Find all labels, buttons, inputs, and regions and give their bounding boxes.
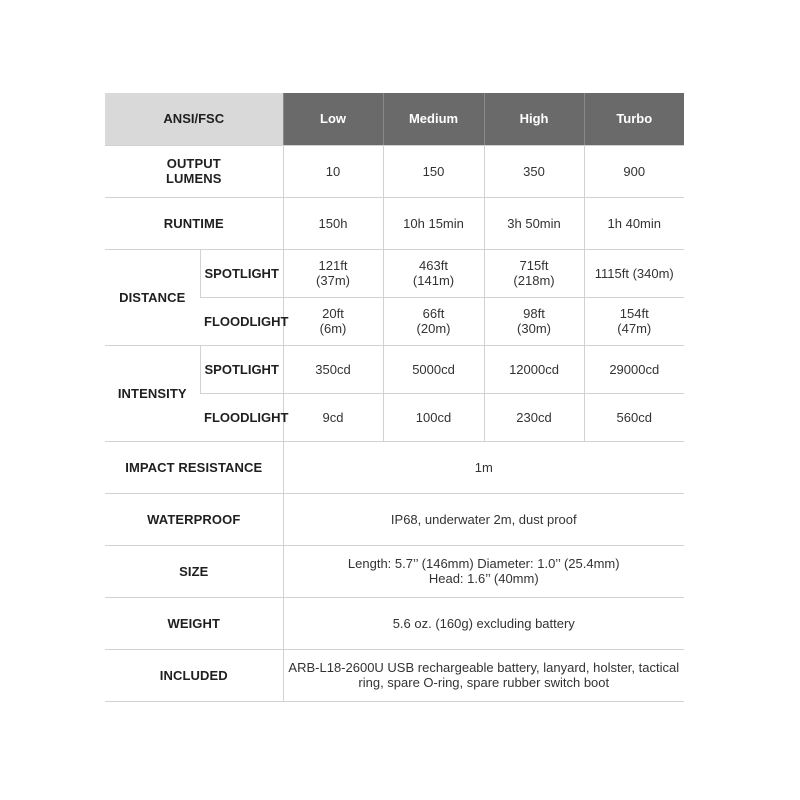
header-row bbox=[105, 93, 684, 145]
waterproof-label: WATERPROOF bbox=[105, 493, 283, 545]
intensity-spotlight-label: SPOTLIGHT bbox=[200, 345, 283, 393]
output-row bbox=[105, 145, 684, 197]
mode-low: Low bbox=[283, 93, 383, 145]
mode-turbo: Turbo bbox=[584, 93, 684, 145]
spec-table bbox=[105, 93, 684, 702]
intensity-floodlight-turbo: 560cd bbox=[584, 393, 684, 441]
impact-value: 1m bbox=[283, 441, 684, 493]
distance-label: DISTANCE bbox=[105, 249, 200, 345]
mode-medium: Medium bbox=[383, 93, 484, 145]
intensity-spotlight-medium: 5000cd bbox=[383, 345, 484, 393]
output-high: 350 bbox=[484, 145, 584, 197]
output-low: 10 bbox=[283, 145, 383, 197]
output-label: OUTPUT LUMENS bbox=[105, 145, 283, 197]
size-value: Length: 5.7’’ (146mm) Diameter: 1.0’’ (25.4mm) Head: 1.6’’ (40mm) bbox=[283, 545, 684, 597]
output-turbo: 900 bbox=[584, 145, 684, 197]
impact-label: IMPACT RESISTANCE bbox=[105, 441, 283, 493]
impact-row bbox=[105, 441, 684, 493]
runtime-low: 150h bbox=[283, 197, 383, 249]
distance-spotlight-high: 715ft (218m) bbox=[484, 249, 584, 297]
distance-floodlight-low: 20ft (6m) bbox=[283, 297, 383, 345]
intensity-floodlight-label: FLOODLIGHT bbox=[200, 393, 283, 441]
distance-spotlight-medium: 463ft (141m) bbox=[383, 249, 484, 297]
distance-floodlight-high: 98ft (30m) bbox=[484, 297, 584, 345]
weight-label: WEIGHT bbox=[105, 597, 283, 649]
intensity-floodlight-low: 9cd bbox=[283, 393, 383, 441]
runtime-label: RUNTIME bbox=[105, 197, 283, 249]
waterproof-row bbox=[105, 493, 684, 545]
header-label: ANSI/FSC bbox=[105, 93, 283, 145]
mode-high: High bbox=[484, 93, 584, 145]
included-label: INCLUDED bbox=[105, 649, 283, 701]
size-row bbox=[105, 545, 684, 597]
intensity-spotlight-row bbox=[105, 345, 684, 393]
distance-spotlight-row bbox=[105, 249, 684, 297]
distance-spotlight-label: SPOTLIGHT bbox=[200, 249, 283, 297]
intensity-spotlight-low: 350cd bbox=[283, 345, 383, 393]
intensity-spotlight-high: 12000cd bbox=[484, 345, 584, 393]
runtime-turbo: 1h 40min bbox=[584, 197, 684, 249]
distance-floodlight-medium: 66ft (20m) bbox=[383, 297, 484, 345]
intensity-spotlight-turbo: 29000cd bbox=[584, 345, 684, 393]
distance-floodlight-turbo: 154ft (47m) bbox=[584, 297, 684, 345]
distance-floodlight-label: FLOODLIGHT bbox=[200, 297, 283, 345]
intensity-floodlight-high: 230cd bbox=[484, 393, 584, 441]
intensity-floodlight-medium: 100cd bbox=[383, 393, 484, 441]
included-row bbox=[105, 649, 684, 701]
runtime-row bbox=[105, 197, 684, 249]
runtime-high: 3h 50min bbox=[484, 197, 584, 249]
runtime-medium: 10h 15min bbox=[383, 197, 484, 249]
intensity-label: INTENSITY bbox=[105, 345, 200, 441]
distance-spotlight-turbo: 1115ft (340m) bbox=[584, 249, 684, 297]
weight-value: 5.6 oz. (160g) excluding battery bbox=[283, 597, 684, 649]
included-value: ARB-L18-2600U USB rechargeable battery, lanyard, holster, tactical ring, spare O-ring, spare rubber switch boot bbox=[283, 649, 684, 701]
size-label: SIZE bbox=[105, 545, 283, 597]
output-medium: 150 bbox=[383, 145, 484, 197]
waterproof-value: IP68, underwater 2m, dust proof bbox=[283, 493, 684, 545]
weight-row bbox=[105, 597, 684, 649]
distance-spotlight-low: 121ft (37m) bbox=[283, 249, 383, 297]
